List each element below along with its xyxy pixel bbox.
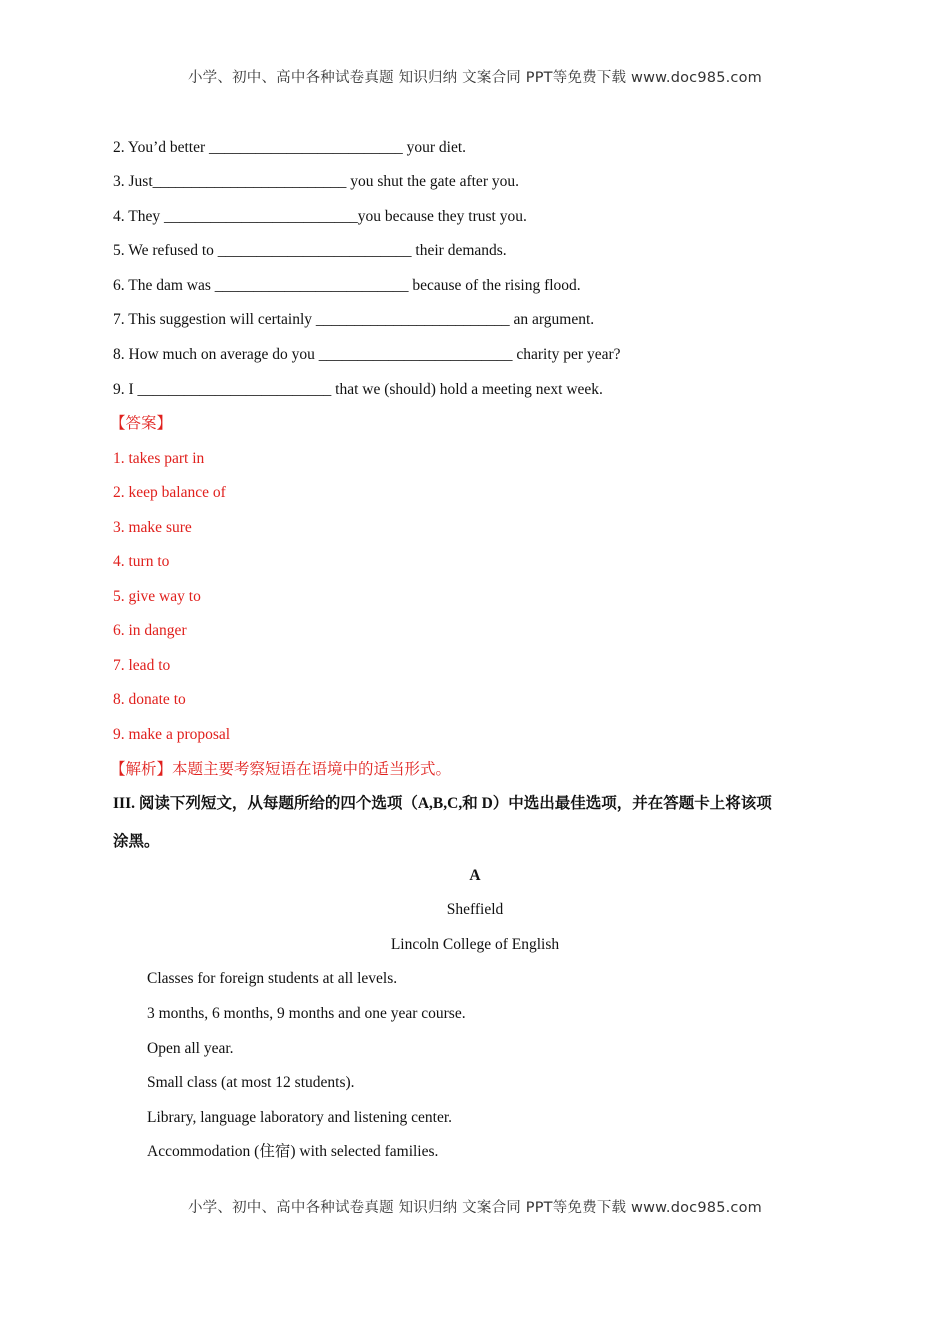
question-9: 9. I _________________________ that we (should) hold a meeting next week. bbox=[113, 381, 603, 398]
answer-item: 9. make a proposal bbox=[113, 726, 231, 743]
answer-label: 【答案】 bbox=[110, 415, 173, 432]
answer-item: 6. in danger bbox=[113, 622, 187, 639]
header-banner: 小学、初中、高中各种试卷真题 知识归纳 文案合同 PPT等免费下载 www.doc985.com bbox=[187, 70, 763, 86]
footer-banner: 小学、初中、高中各种试卷真题 知识归纳 文案合同 PPT等免费下载 www.doc985.com bbox=[187, 1200, 763, 1216]
detail-line: Open all year. bbox=[147, 1040, 234, 1057]
answer-item: 4. turn to bbox=[113, 553, 170, 570]
detail-line: Classes for foreign students at all levels. bbox=[147, 970, 398, 987]
question-2: 2. You’d better _________________________ your diet. bbox=[113, 139, 467, 156]
passage-city: Sheffield bbox=[446, 901, 504, 918]
detail-line: Accommodation (住宿) with selected families. bbox=[147, 1143, 439, 1160]
answer-item: 2. keep balance of bbox=[113, 484, 226, 501]
section-instruction-cont: 涂黑。 bbox=[113, 833, 160, 850]
answer-item: 7. lead to bbox=[113, 657, 171, 674]
question-8: 8. How much on average do you _________________________ charity per year? bbox=[113, 346, 621, 363]
passage-letter: A bbox=[469, 867, 481, 884]
analysis: 【解析】本题主要考察短语在语境中的适当形式。 bbox=[110, 761, 452, 778]
question-6: 6. The dam was _________________________ because of the rising flood. bbox=[113, 277, 581, 294]
detail-line: 3 months, 6 months, 9 months and one year course. bbox=[147, 1005, 466, 1022]
question-3: 3. Just_________________________ you shut the gate after you. bbox=[113, 173, 519, 190]
question-4: 4. They _________________________you because they trust you. bbox=[113, 208, 527, 225]
passage-school: Lincoln College of English bbox=[390, 936, 560, 953]
answer-item: 8. donate to bbox=[113, 691, 186, 708]
answer-item: 3. make sure bbox=[113, 519, 192, 536]
detail-line: Library, language laboratory and listening center. bbox=[147, 1109, 453, 1126]
answer-item: 1. takes part in bbox=[113, 450, 205, 467]
answer-item: 5. give way to bbox=[113, 588, 201, 605]
detail-line: Small class (at most 12 students). bbox=[147, 1074, 355, 1091]
question-5: 5. We refused to _________________________ their demands. bbox=[113, 242, 507, 259]
section-instruction: III. 阅读下列短文，从每题所给的四个选项（A,B,C,和 D）中选出最佳选项，并在答题卡上将该项 bbox=[113, 795, 772, 812]
question-7: 7. This suggestion will certainly _________________________ an argument. bbox=[113, 311, 595, 328]
